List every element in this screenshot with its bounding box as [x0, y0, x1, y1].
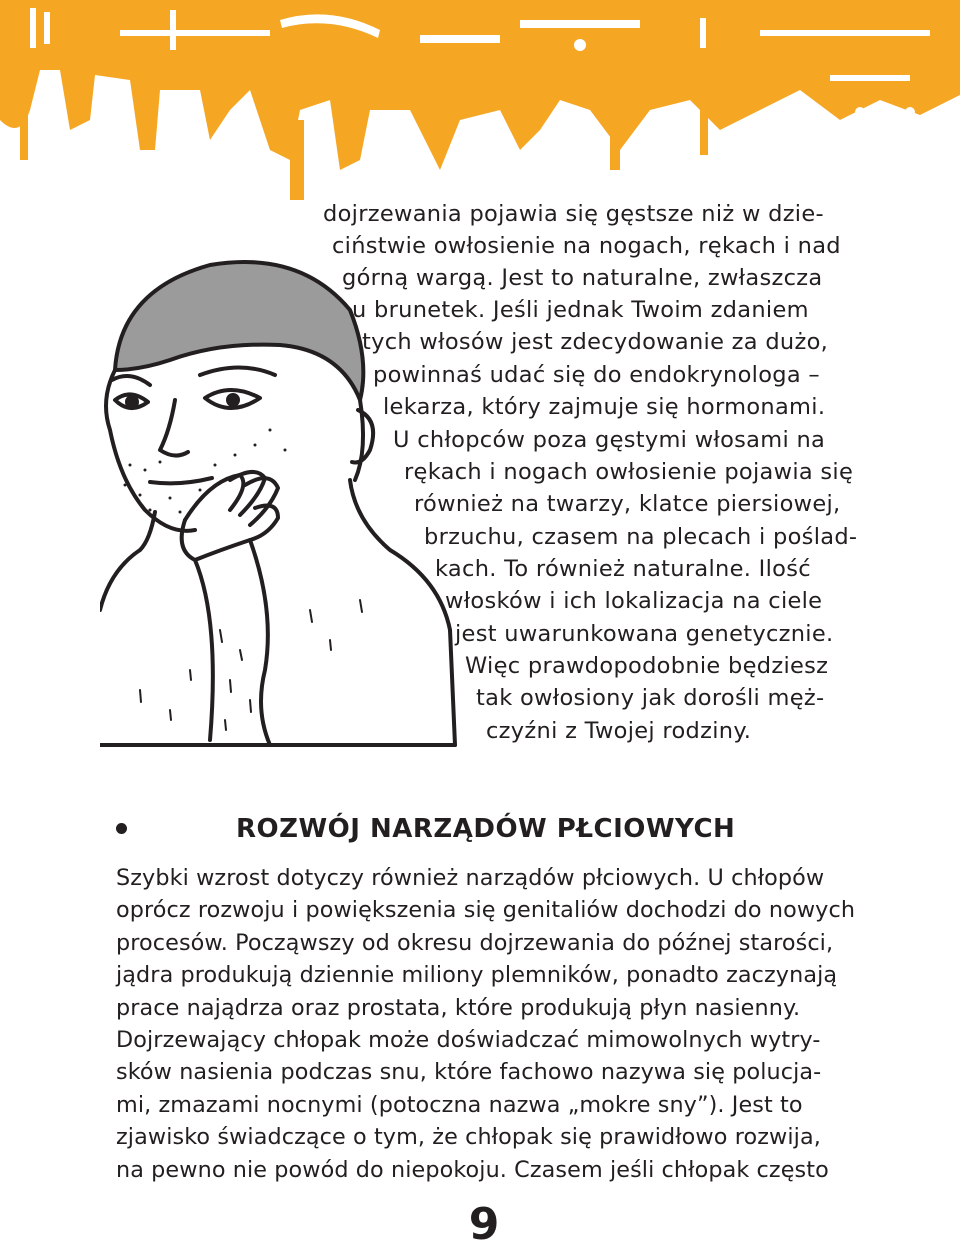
intro-line: Więc prawdopodobnie będziesz [465, 653, 829, 679]
body-line: sków nasienia podczas snu, które fachowo nazywa się polucja- [116, 1059, 822, 1086]
page-number: 9 [468, 1199, 500, 1250]
section-heading: ROZWÓJ NARZĄDÓW PŁCIOWYCH [236, 814, 736, 844]
decorative-header-banner [0, 0, 960, 200]
intro-line: czyźni z Twojej rodziny. [486, 718, 752, 744]
body-line: oprócz rozwoju i powiększenia się genitaliów dochodzi do nowych [116, 897, 856, 924]
intro-line: włosków i ich lokalizacja na ciele [445, 588, 823, 614]
intro-line: dojrzewania pojawia się gęstsze niż w dzie- [323, 201, 824, 227]
intro-line: ciństwie owłosienie na nogach, rękach i nad [332, 233, 841, 259]
body-line: zjawisko świadczące o tym, że chłopak się prawidłowo rozwija, [116, 1124, 821, 1151]
intro-line: również na twarzy, klatce piersiowej, [414, 491, 841, 517]
intro-line: górną wargą. Jest to naturalne, zwłaszcza [342, 265, 823, 291]
body-line: mi, zmazami nocnymi (potoczna nazwa „mokre sny”). Jest to [116, 1091, 803, 1118]
body-line: jądra produkują dziennie miliony plemników, ponadto zaczynają [116, 962, 838, 989]
intro-line: brzuchu, czasem na plecach i poślad- [424, 524, 858, 550]
body-line: prace najądrza oraz prostata, które produkują płyn nasienny. [116, 994, 801, 1021]
intro-line: jest uwarunkowana genetycznie. [455, 621, 834, 647]
intro-line: powinnaś udać się do endokrynologa – [373, 362, 820, 388]
intro-line: u brunetek. Jeśli jednak Twoim zdaniem [352, 297, 809, 323]
intro-line: kach. To również naturalne. Ilość [435, 556, 811, 582]
body-line: Szybki wzrost dotyczy również narządów płciowych. U chłopów [116, 865, 825, 891]
intro-line: tych włosów jest zdecydowanie za dużo, [362, 329, 829, 355]
body-paragraph [116, 862, 856, 1186]
intro-line: rękach i nogach owłosienie pojawia się [404, 459, 854, 485]
body-line: procesów. Począwszy od okresu dojrzewania do późnej starości, [116, 929, 834, 956]
intro-line: lekarza, który zajmuje się hormonami. [383, 394, 826, 420]
intro-line: tak owłosiony jak dorośli męż- [476, 685, 825, 711]
intro-line: U chłopców poza gęstymi włosami na [393, 427, 826, 453]
body-line: na pewno nie powód do niepokoju. Czasem jeśli chłopak często [116, 1156, 829, 1183]
body-line: Dojrzewający chłopak może doświadczać mimowolnych wytry- [116, 1027, 821, 1054]
bullet-point [116, 823, 127, 834]
